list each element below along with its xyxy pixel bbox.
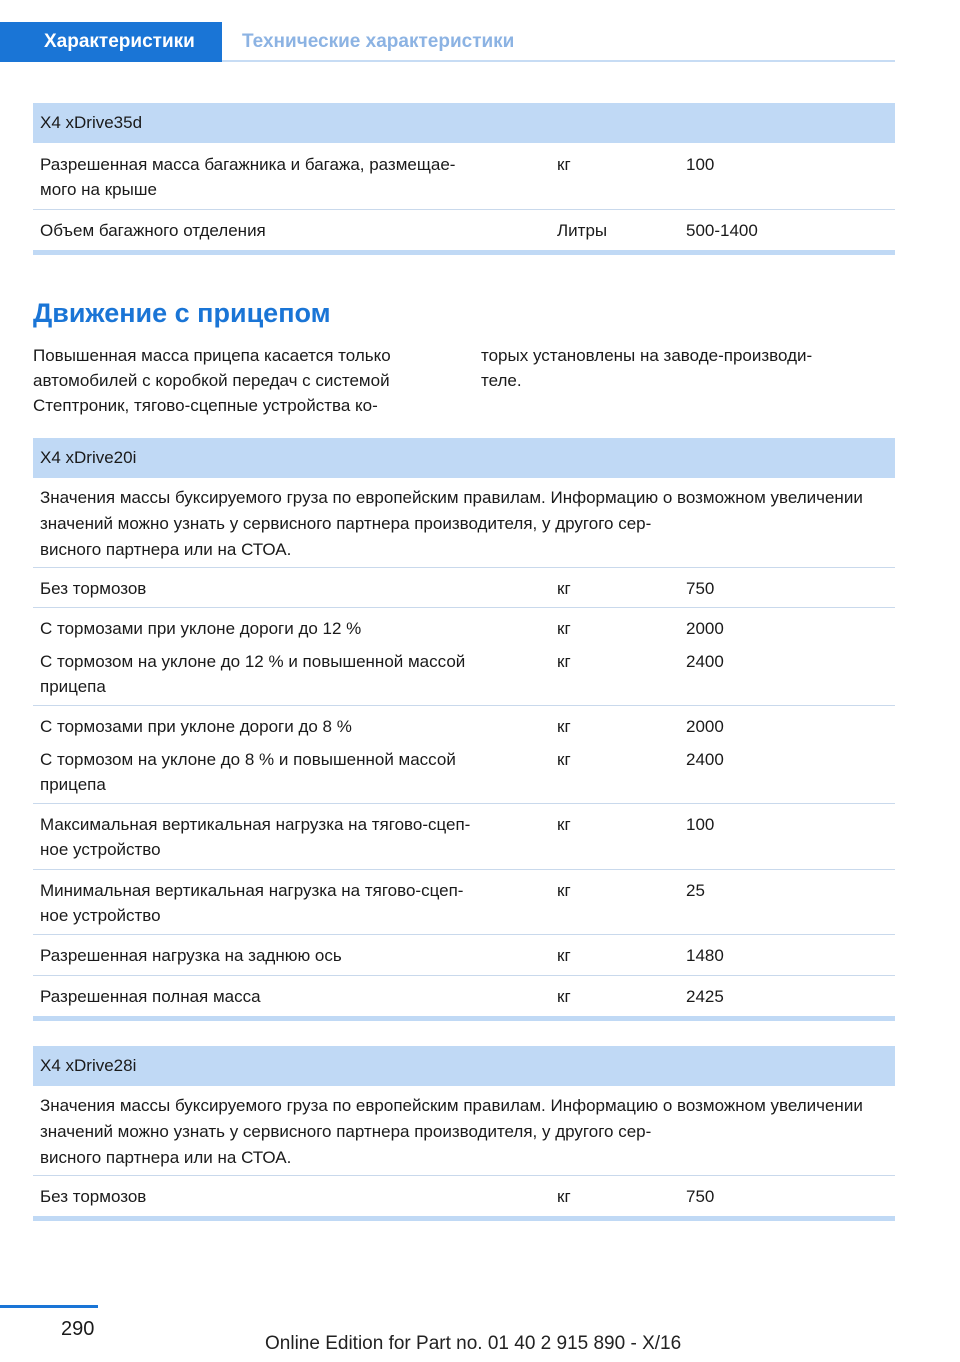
row-unit: кг <box>557 579 571 598</box>
row-value: 25 <box>686 881 705 900</box>
row-unit: кг <box>557 1187 571 1206</box>
row-value: 2425 <box>686 987 724 1006</box>
section-title: Движение с прицепом <box>33 298 331 328</box>
row-desc: Максимальная вертикальная нагрузка на тягово-сцеп- ное устройство <box>40 815 471 859</box>
table-row <box>33 568 895 608</box>
table-row <box>33 976 895 1016</box>
row-unit: кг <box>557 652 571 671</box>
row-desc: С тормозами при уклоне дороги до 8 % <box>40 717 352 736</box>
table-row <box>33 608 895 706</box>
row-value: 2400 <box>686 652 724 671</box>
row-value: 100 <box>686 155 715 174</box>
section-tab[interactable]: Технические характеристики <box>242 31 515 52</box>
row-desc: С тормозами при уклоне дороги до 12 % <box>40 619 362 638</box>
table-x4-xdrive35d <box>33 103 895 255</box>
row-value: 1480 <box>686 946 724 965</box>
row-value: 100 <box>686 815 715 834</box>
page-number: 290 <box>61 1318 95 1340</box>
table-row <box>33 1176 895 1216</box>
table-x4-xdrive28i <box>33 1046 895 1221</box>
row-desc: С тормозом на уклоне до 12 % и повышенной массой прицепа <box>40 652 466 696</box>
table-row <box>33 210 895 250</box>
row-value: 750 <box>686 1187 715 1206</box>
table-row <box>33 804 895 870</box>
page-header <box>0 22 895 62</box>
row-unit: Литры <box>557 221 608 240</box>
row-unit: кг <box>557 946 571 965</box>
table-row <box>33 935 895 976</box>
row-desc: Разрешенная нагрузка на заднюю ось <box>40 946 342 965</box>
table-row <box>33 870 895 935</box>
footer-edition: Online Edition for Part no. 01 40 2 915 890 - X/16 <box>265 1333 682 1354</box>
table-title: X4 xDrive28i <box>33 1046 895 1086</box>
table-end-bar <box>33 1216 895 1221</box>
row-value: 500-1400 <box>686 221 758 240</box>
row-unit: кг <box>557 750 571 769</box>
row-value: 2000 <box>686 717 724 736</box>
row-desc: Объем багажного отделения <box>40 221 266 240</box>
table-row <box>33 706 895 804</box>
table-end-bar <box>33 250 895 255</box>
row-unit: кг <box>557 987 571 1006</box>
row-desc: Без тормозов <box>40 1187 147 1206</box>
table-title: X4 xDrive20i <box>33 438 895 478</box>
row-value: 2400 <box>686 750 724 769</box>
row-desc: Разрешенная полная масса <box>40 987 261 1006</box>
row-unit: кг <box>557 155 571 174</box>
header-rule <box>222 60 895 62</box>
row-unit: кг <box>557 717 571 736</box>
footer-accent-bar <box>0 1305 98 1308</box>
table-note-row <box>33 1086 895 1176</box>
row-unit: кг <box>557 815 571 834</box>
table-note: Значения массы буксируемого груза по европейским правилам. Информацию о возможном увеличении значений можно узнать у сервисного партнера производителя, у другого сер- висного партнера или на СТОА. <box>40 488 863 559</box>
row-value: 750 <box>686 579 715 598</box>
row-unit: кг <box>557 881 571 900</box>
row-desc: Минимальная вертикальная нагрузка на тягово-сцеп- ное устройство <box>40 881 464 925</box>
row-desc: С тормозом на уклоне до 8 % и повышенной массой прицепа <box>40 750 456 794</box>
row-desc: Разрешенная масса багажника и багажа, размещае- мого на крыше <box>40 155 456 199</box>
table-end-bar <box>33 1016 895 1021</box>
row-value: 2000 <box>686 619 724 638</box>
table-note: Значения массы буксируемого груза по европейским правилам. Информацию о возможном увеличении значений можно узнать у сервисного партнера производителя, у другого сер- висного партнера или на СТОА. <box>40 1096 863 1167</box>
intro-paragraph-col1: Повышенная масса прицепа касается только автомобилей с коробкой передач с системой Стептроник, тягово-сцепные устройства ко- <box>33 346 391 415</box>
row-unit: кг <box>557 619 571 638</box>
table-x4-xdrive20i <box>33 438 895 1021</box>
table-title: X4 xDrive35d <box>33 103 895 143</box>
table-note-row <box>33 478 895 568</box>
chapter-tab[interactable]: Характеристики <box>0 22 222 62</box>
intro-paragraph-col2: торых установлены на заводе-производи- теле. <box>481 346 813 390</box>
table-row <box>33 143 895 210</box>
row-desc: Без тормозов <box>40 579 147 598</box>
